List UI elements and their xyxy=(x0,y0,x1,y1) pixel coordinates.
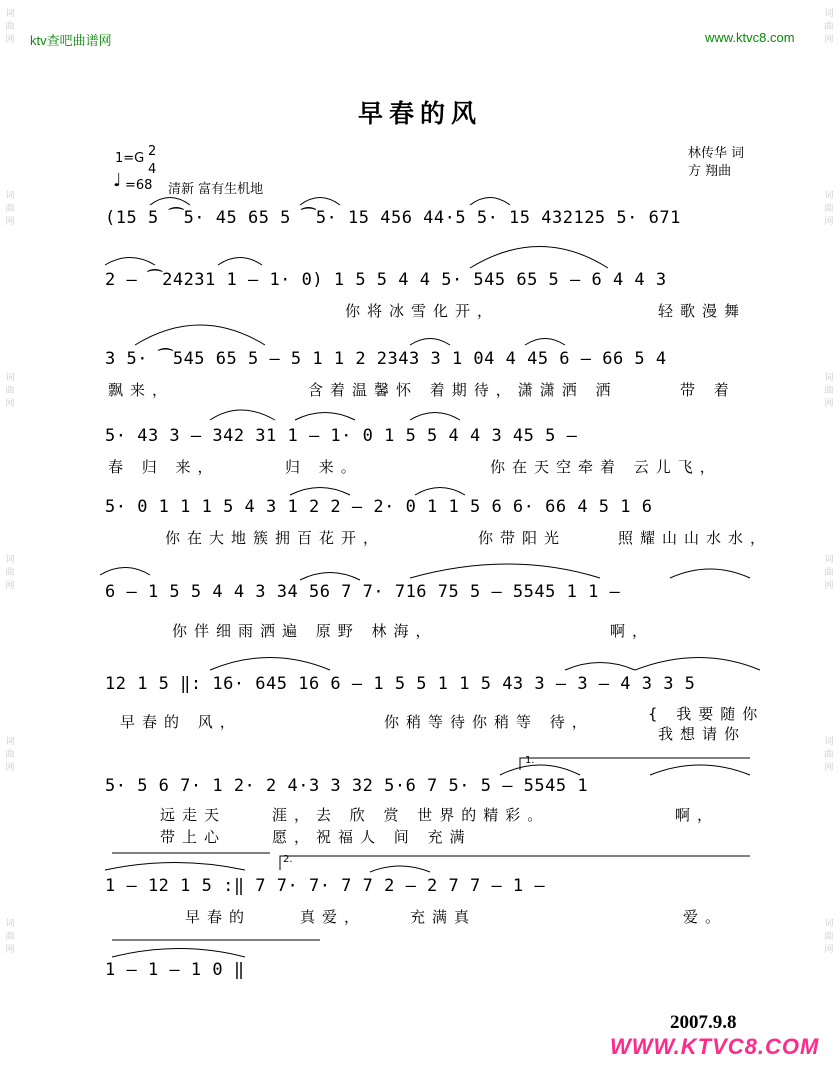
slur xyxy=(415,488,465,496)
lyric-row-4c: 你在天空牵着 云儿飞， xyxy=(490,458,722,476)
notation-row-10: 1 – 1 – 1 0 ‖ xyxy=(105,960,245,980)
right-watermark-1: 词曲网 xyxy=(824,9,834,45)
left-watermark-5: 词曲网 xyxy=(5,737,15,773)
slur xyxy=(210,410,275,420)
right-watermark-4: 词曲网 xyxy=(824,555,834,591)
first-ending-label: 1. xyxy=(525,755,535,766)
notation-row-3: 3 5· ⁀545 65 5 – 5 1 1 2 2343 3 1 04 4 45 6 – 66 5 4 xyxy=(105,349,667,369)
lyric-row-2a: 你将冰雪化开， xyxy=(345,302,500,320)
slur xyxy=(410,413,460,421)
lyric-row-9a: 早春的 xyxy=(185,908,252,926)
lyric-row-5c: 照耀山山水水， xyxy=(618,529,773,547)
slur xyxy=(112,949,245,958)
left-watermark-4: 词曲网 xyxy=(5,555,15,591)
lyric-row-5a: 你在大地簇拥百花开， xyxy=(165,529,386,547)
slur xyxy=(635,658,760,671)
left-watermark-3: 词曲网 xyxy=(5,373,15,409)
slur xyxy=(100,568,150,576)
second-ending-label: 2. xyxy=(283,854,293,865)
time-signature-top: 2 xyxy=(148,144,157,159)
notation-row-7: 12 1 5 ‖: 16· 645 16 6 – 1 5 5 1 1 5 43 3 – 3 – 4 3 3 5 xyxy=(105,674,696,694)
slur xyxy=(470,198,510,206)
composer-credit: 方 翔曲 xyxy=(688,164,732,179)
lyric-row-7a: 早春的 风， xyxy=(120,713,242,731)
site-link-left[interactable]: ktv查吧曲谱网 xyxy=(30,33,112,48)
publish-date: 2007.9.8 xyxy=(670,1012,737,1033)
slur xyxy=(150,198,190,206)
lyric-row-5b: 你带阳光 xyxy=(478,529,567,547)
lyric-row-3a: 飘来， xyxy=(108,381,175,399)
slur xyxy=(218,258,262,266)
lyric-row-8b: 涯，去 欣 赏 世界的精彩。 xyxy=(272,806,550,824)
lyric-row-7d: 我想请你 xyxy=(658,725,747,743)
slur xyxy=(370,866,430,872)
notation-row-6: 6 – 1 5 5 4 4 3 34 56 7 7· 716 75 5 – 5545 1 1 – xyxy=(105,582,621,602)
right-watermark-3: 词曲网 xyxy=(824,373,834,409)
lyric-row-9d: 爱。 xyxy=(683,908,728,926)
lyric-row-7c: { 我要随你 xyxy=(648,705,765,723)
notation-row-4: 5· 43 3 – 342 31 1 – 1· 0 1 5 5 4 4 3 45 5 – xyxy=(105,426,578,446)
lyric-row-4b: 归 来。 xyxy=(285,458,363,476)
slur xyxy=(300,573,360,581)
notation-row-8: 5· 5 6 7· 1 2· 2 4·3 3 32 5·6 7 5· 5 – 5545 1 xyxy=(105,776,589,796)
expression-marking: 清新 富有生机地 xyxy=(168,182,264,197)
slur xyxy=(650,765,750,775)
lyric-row-3c: 带 着 xyxy=(680,381,736,399)
lyric-row-2b: 轻歌漫舞 xyxy=(658,302,747,320)
time-signature-bottom: 4 xyxy=(148,162,157,177)
slur xyxy=(470,247,608,269)
slur xyxy=(295,413,355,421)
key-signature: 1=G xyxy=(115,151,145,166)
slur xyxy=(565,663,635,671)
left-watermark-2: 词曲网 xyxy=(5,191,15,227)
lyric-row-3b: 含着温馨怀 着期待，潇潇洒 洒 xyxy=(308,381,618,399)
song-title: 早春的风 xyxy=(357,99,482,128)
notation-row-5: 5· 0 1 1 1 5 4 3 1 2 2 – 2· 0 1 1 5 6 6· 66 4 5 1 6 xyxy=(105,497,653,517)
first-ending-bracket xyxy=(520,758,750,770)
lyric-row-9c: 充满真 xyxy=(410,908,477,926)
left-watermark-1: 词曲网 xyxy=(5,9,15,45)
slur xyxy=(210,658,330,671)
lyric-row-9b: 真爱， xyxy=(300,908,367,926)
slur xyxy=(670,569,750,578)
second-ending-bracket xyxy=(280,856,750,870)
slur xyxy=(135,325,265,345)
slur xyxy=(105,863,245,871)
lyric-row-6b: 啊， xyxy=(610,622,655,640)
lyric-row-4a: 春 归 来， xyxy=(108,458,220,476)
notation-row-2: 2 – ⁀24231 1 – 1· 0) 1 5 5 4 4 5· 545 65 5 – 6 4 4 3 xyxy=(105,270,667,290)
slur xyxy=(300,198,340,206)
slur xyxy=(290,488,350,496)
right-watermark-6: 词曲网 xyxy=(824,919,834,955)
tempo-marking: =68 xyxy=(125,178,153,193)
lyric-row-8d: 带上心 xyxy=(160,828,227,846)
quarter-note-icon: ♩ xyxy=(113,170,122,191)
right-watermark-2: 词曲网 xyxy=(824,191,834,227)
slur xyxy=(410,339,450,346)
slur xyxy=(105,258,155,266)
lyric-row-7b: 你稍等待你稍等 待， xyxy=(384,713,594,731)
notation-row-9: 1 – 12 1 5 :‖ 7 7· 7· 7 7 2 – 2 7 7 – 1 – xyxy=(105,876,546,896)
left-watermark-6: 词曲网 xyxy=(5,919,15,955)
notation-row-1: (15 5 ⁀5· 45 65 5 ⁀5· 15 456 44·5 5· 15 432125 5· 671 xyxy=(105,208,681,228)
lyric-row-6a: 你伴细雨洒遍 原野 林海， xyxy=(172,622,438,640)
slur xyxy=(525,339,565,346)
slur xyxy=(410,564,600,578)
right-watermark-5: 词曲网 xyxy=(824,737,834,773)
slur xyxy=(500,765,580,775)
lyric-row-8a: 远走天 xyxy=(160,806,227,824)
site-link-right[interactable]: www.ktvc8.com xyxy=(705,30,795,45)
lyric-row-8c: 啊， xyxy=(675,806,720,824)
site-logo: WWW.KTVC8.COM xyxy=(610,1034,820,1059)
lyricist-credit: 林传华 词 xyxy=(688,146,745,161)
lyric-row-8e: 愿，祝福人 间 充满 xyxy=(272,828,472,846)
